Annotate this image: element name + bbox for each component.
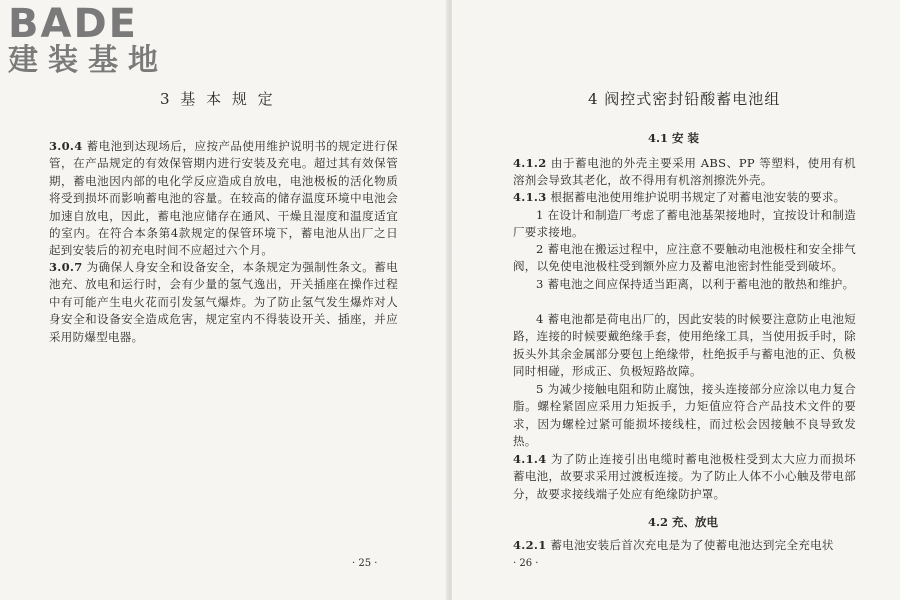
- clause-number: 4.1.2: [513, 156, 547, 170]
- clause-4-1-3-item-1: 1 在设计和制造厂考虑了蓄电池基架接地时，宜按设计和制造厂要求接地。: [513, 208, 856, 240]
- clause-text: 由于蓄电池的外壳主要采用 ABS、PP 等塑料，使用有机溶剂会导致其老化，故不得用有机溶剂擦洗外壳。: [513, 156, 856, 188]
- clause-3-0-4: [49, 138, 398, 260]
- clause-4-1-3-item-5: 5 为减少接触电阻和防止腐蚀，接头连接部分应涂以电力复合脂。螺栓紧固应采用力矩扳手，力矩值应符合产品技术文件的要求，因为螺栓过紧可能损坏接线柱，而过松会因接触不良导致发热。: [513, 382, 856, 449]
- clause-4-1-3-item-3: 3 蓄电池之间应保持适当距离，以利于蓄电池的散热和维护。: [536, 277, 855, 291]
- clause-4-1-3-item-4: 4 蓄电池都是荷电出厂的，因此安装的时候要注意防止电池短路，连接的时候要戴绝缘手套，使用绝缘工具，当使用扳手时，除扳头外其余金属部分要包上绝缘带，杜绝扳手与蓄电池的正、负极同时相碰，形成正、负极短路故障。: [513, 312, 856, 379]
- clause-4-1-3: [513, 189, 856, 206]
- clause-number: 3.0.4: [49, 139, 83, 153]
- chapter-3-title: 3 基 本 规 定: [160, 90, 276, 108]
- clause-number: 4.1.3: [513, 190, 547, 204]
- clause-4-2-1: [513, 537, 856, 554]
- chapter-4-title: 4 阀控式密封铅酸蓄电池组: [588, 90, 781, 108]
- clause-text: 蓄电池安装后首次充电是为了使蓄电池达到完全充电状: [550, 538, 834, 552]
- clause-number: 3.0.7: [49, 260, 83, 274]
- clause-4-1-2: [513, 155, 856, 190]
- clause-3-0-7: [49, 259, 398, 346]
- section-4-2-heading: 4.2 充、放电: [648, 515, 719, 529]
- bade-logo: [8, 1, 178, 78]
- clause-4-1-4: [513, 451, 856, 503]
- clause-text: 蓄电池到达现场后，应按产品使用维护说明书的规定进行保管，在产品规定的有效保管期内进行安装及充电。超过其有效保管期，蓄电池因内部的电化学反应造成自放电，电池极板的活化物质将受到损坏而影响蓄电池的容量。在较高的储存温度环境中电池会加速自放电，因此，蓄电池应储存在通风、干燥且湿度和温度适宜的室内。在符合本条第4款规定的保管环境下，蓄电池从出厂之日起到安装后的初充电时间不应超过六个月。: [49, 139, 398, 258]
- clause-number: 4.2.1: [513, 538, 547, 552]
- clause-text: 为了防止连接引出电缆时蓄电池极柱受到太大应力而损坏蓄电池，故要求采用过渡板连接。为了防止人体不小心触及带电部分，故要求接线端子处应有绝缘防护罩。: [513, 452, 856, 501]
- clause-text: 为确保人身安全和设备安全，本条规定为强制性条文。蓄电池充、放电和运行时，会有少量的氢气逸出，开关插座在操作过程中有可能产生电火花而引发氢气爆炸。为了防止氢气发生爆炸对人身安全和设备安全造成危害，规定室内不得装设开关、插座，并应采用防爆型电器。: [49, 260, 398, 344]
- section-4-1-heading: 4.1 安 装: [648, 131, 700, 145]
- page-number-right: · 26 ·: [513, 558, 539, 569]
- logo-chinese-text: 建装基地: [8, 43, 168, 78]
- clause-4-1-3-item-2: 2 蓄电池在搬运过程中，应注意不要触动电池极柱和安全排气阀，以免使电池极柱受到额外应力及蓄电池密封性能受到破坏。: [513, 242, 856, 274]
- page-number-left: · 25 ·: [352, 558, 378, 569]
- logo-latin-text: BADE: [8, 1, 138, 47]
- clause-number: 4.1.4: [513, 452, 547, 466]
- clause-text: 根据蓄电池使用维护说明书规定了对蓄电池安装的要求。: [550, 190, 846, 204]
